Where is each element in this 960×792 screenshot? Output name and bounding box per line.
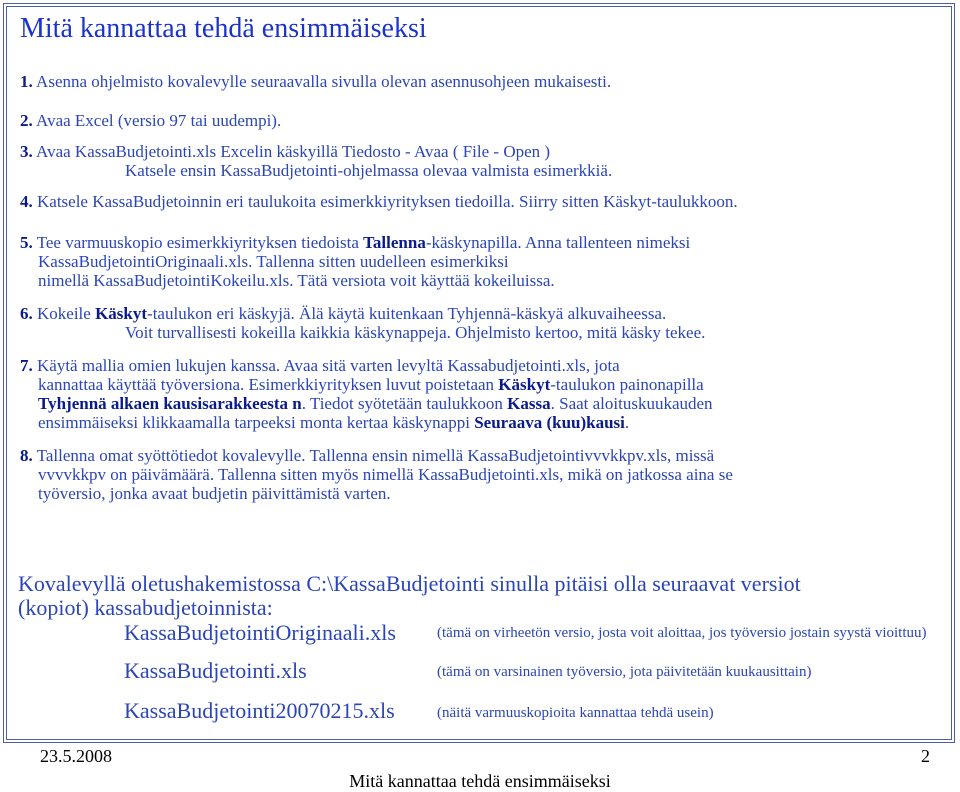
step-text: Avaa Excel (versio 97 tai uudempi). <box>32 111 282 130</box>
file-name: KassaBudjetointi20070215.xls <box>124 698 395 723</box>
step-text-line <box>20 413 950 432</box>
step-text-line: vvvvkkpv on päivämäärä. Tallenna sitten myös nimellä KassaBudjetointi.xls, mikä on jatkossa aina se <box>38 465 733 484</box>
step-text-line <box>20 375 950 394</box>
step-bold-text: Käskyt <box>498 375 551 394</box>
step-bold-text: Tallenna <box>363 233 426 252</box>
step-8 <box>20 446 950 503</box>
step-3 <box>20 142 950 180</box>
step-text-line: KassaBudjetointiOriginaali.xls. Tallenna sitten uudelleen esimerkiksi <box>38 252 509 271</box>
versions-section-heading <box>18 572 801 620</box>
step-7 <box>20 356 950 432</box>
step-number: 6. <box>20 304 33 323</box>
step-number: 4. <box>20 192 33 211</box>
step-text: Katsele KassaBudjetoinnin eri taulukoita esimerkkiyrityksen tiedoilla. Siirry sitten Käskyt-taulukkoon. <box>32 192 738 211</box>
step-text-line <box>20 394 950 413</box>
step-bold-text: Seuraava (kuu)kausi <box>474 413 625 432</box>
step-text-line: työversio, jonka avaat budjetin päivittämistä varten. <box>38 484 391 503</box>
step-bold-text: Käskyt <box>95 304 148 323</box>
step-text: ensimmäiseksi klikkaamalla tarpeeksi monta kertaa käskynappi <box>38 413 475 432</box>
step-text: Asenna ohjelmisto kovalevylle seuraavalla sivulla olevan asennusohjeen mukaisesti. <box>32 72 612 91</box>
step-text: -käskynapilla. Anna tallenteen nimeksi <box>425 233 691 252</box>
file-name: KassaBudjetointiOriginaali.xls <box>124 620 396 645</box>
file-description: (tämä on varsinainen työversio, jota päivitetään kuukausittain) <box>437 664 812 680</box>
step-1 <box>20 72 950 91</box>
step-text: Tallenna omat syöttötiedot kovalevylle. Tallenna ensin nimellä KassaBudjetointivvvkkpv.xls, missä <box>32 446 715 465</box>
step-2 <box>20 111 950 130</box>
step-text: . Tiedot syötetään taulukkoon <box>301 394 508 413</box>
step-text-line: nimellä KassaBudjetointiKokeilu.xls. Tätä versiota voit käyttää kokeiluissa. <box>38 271 555 290</box>
slide-title: Mitä kannattaa tehdä ensimmäiseksi <box>20 13 427 44</box>
file-name: KassaBudjetointi.xls <box>124 658 307 683</box>
step-text: Käytä mallia omien lukujen kanssa. Avaa sitä varten levyltä Kassabudjetointi.xls, jota <box>32 356 620 375</box>
step-number: 3. <box>20 142 33 161</box>
step-text: Tee varmuuskopio esimerkkiyrityksen tiedoista <box>32 233 364 252</box>
step-number: 8. <box>20 446 33 465</box>
step-number: 1. <box>20 72 33 91</box>
step-text: Avaa KassaBudjetointi.xls Excelin käskyillä Tiedosto - Avaa ( File - Open ) <box>32 142 551 161</box>
step-text-line: Voit turvallisesti kokeilla kaikkia käskynappeja. Ohjelmisto kertoo, mitä käsky tekee. <box>125 323 706 342</box>
step-6 <box>20 304 950 342</box>
step-5 <box>20 233 950 290</box>
step-number: 2. <box>20 111 33 130</box>
step-text: . <box>624 413 630 432</box>
file-description: (näitä varmuuskopioita kannattaa tehdä usein) <box>437 705 714 721</box>
step-text-line: Katsele ensin KassaBudjetointi-ohjelmassa olevaa valmista esimerkkiä. <box>125 161 613 180</box>
footer-date: 23.5.2008 <box>40 746 112 766</box>
file-description: (tämä on virheetön versio, josta voit aloittaa, jos työversio jostain syystä vioittuu) <box>437 625 927 641</box>
step-number: 5. <box>20 233 33 252</box>
step-text: -taulukon painonapilla <box>550 375 704 394</box>
step-text: . Saat aloituskuukauden <box>550 394 713 413</box>
step-text: kannattaa käyttää työversiona. Esimerkkiyrityksen luvut poistetaan <box>38 375 499 394</box>
section-line: (kopiot) kassabudjetoinnista: <box>18 595 273 620</box>
step-text: Kokeile <box>32 304 96 323</box>
steps-list <box>20 72 950 503</box>
step-text: -taulukon eri käskyjä. Älä käytä kuitenkaan Tyhjennä-käskyä alkuvaiheessa. <box>147 304 667 323</box>
step-4 <box>20 192 950 211</box>
footer-title: Mitä kannattaa tehdä ensimmäiseksi <box>349 771 611 791</box>
page-number: 2 <box>921 746 930 766</box>
section-line: Kovalevyllä oletushakemistossa C:\KassaBudjetointi sinulla pitäisi olla seuraavat versiot <box>18 571 801 596</box>
step-bold-text: Kassa <box>507 394 551 413</box>
step-number: 7. <box>20 356 33 375</box>
step-bold-text: Tyhjennä alkaen kausisarakkeesta n <box>38 394 302 413</box>
